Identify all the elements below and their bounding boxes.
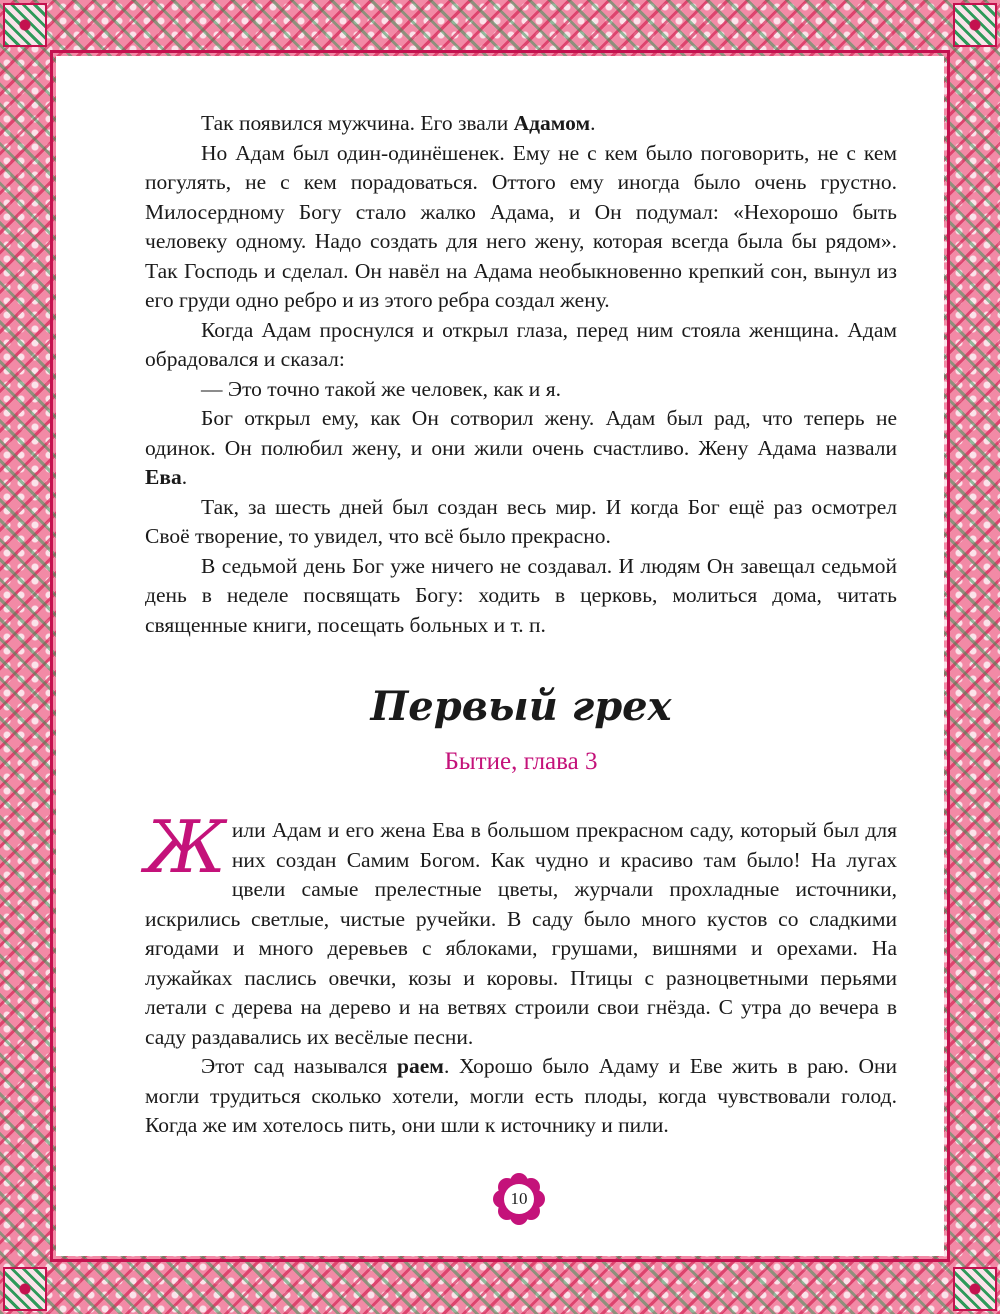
page-number-badge [493,1173,545,1225]
bottom-text-block [145,805,897,1141]
paragraph: Бог открыл ему, как Он сотворил жену. Адам был рад, что теперь не одинок. Он полюбил жену, и они жили очень счастливо. Жену Адама назвали Ева. [145,406,897,489]
paragraph: Этот сад назывался раем. Хорошо было Адаму и Еве жить в раю. Они могли трудиться сколько хотели, могли есть плоды, когда чувствовали голод. Когда же им хотелось пить, они шли к источнику и пили. [145,1054,897,1137]
corner-ornament [953,3,997,47]
corner-ornament [953,1267,997,1311]
paragraph: Но Адам был один-одинёшенек. Ему не с кем было поговорить, не с кем погулять, не с кем порадоваться. Оттого ему иногда было очень грустно. Милосердному Богу стало жалко Адама, и Он подумал: «Нехорошо быть человеку одному. Надо создать для него жену, которая всегда была бы рядом». Так Господь и сделал. Он навёл на Адама необыкновенно крепкий сон, вынул из его груди одно ребро и из этого ребра создал жену. [145,140,897,312]
corner-ornament [3,3,47,47]
chapter-title: Первый грех [370,683,672,730]
paragraph: Так появился мужчина. Его звали Адамом. [201,111,596,135]
top-text-block [145,109,897,640]
page-number: 10 [504,1184,534,1214]
corner-ornament [3,1267,47,1311]
chapter-reference: Бытие, глава 3 [444,748,598,775]
paragraph: — Это точно такой же человек, как и я. [201,376,561,401]
paragraph: В седьмой день Бог уже ничего не создавал. И людям Он завещал седьмой день в неделе посвящать Богу: ходить в церковь, молиться дома, читать священные книги, посещать больных и т. п. [145,553,897,637]
paragraph: Жили Адам и его жена Ева в большом прекрасном саду, который был для них создан Самим Богом. Как чудно и красиво там было! На лугах цвели самые прелестные цветы, журчали прохладные источники, искрились светлые, чистые ручейки. В саду было много кустов со сладкими ягодами и много деревьев с яблоками, грушами, вишнями и орехами. На лужайках паслись овечки, козы и коровы. Птицы с разноцветными перьями летали с дерева на дерево и на ветвях строили свои гнёзда. С утра до вечера в саду раздавались их весёлые песни. [145,805,897,1049]
paragraph: Так, за шесть дней был создан весь мир. И когда Бог ещё раз осмотрел Своё творение, то увидел, что всё было прекрасно. [145,494,897,548]
paragraph: Когда Адам проснулся и открыл глаза, перед ним стояла женщина. Адам обрадовался и сказал: [145,317,897,371]
drop-cap: Ж [145,805,226,889]
